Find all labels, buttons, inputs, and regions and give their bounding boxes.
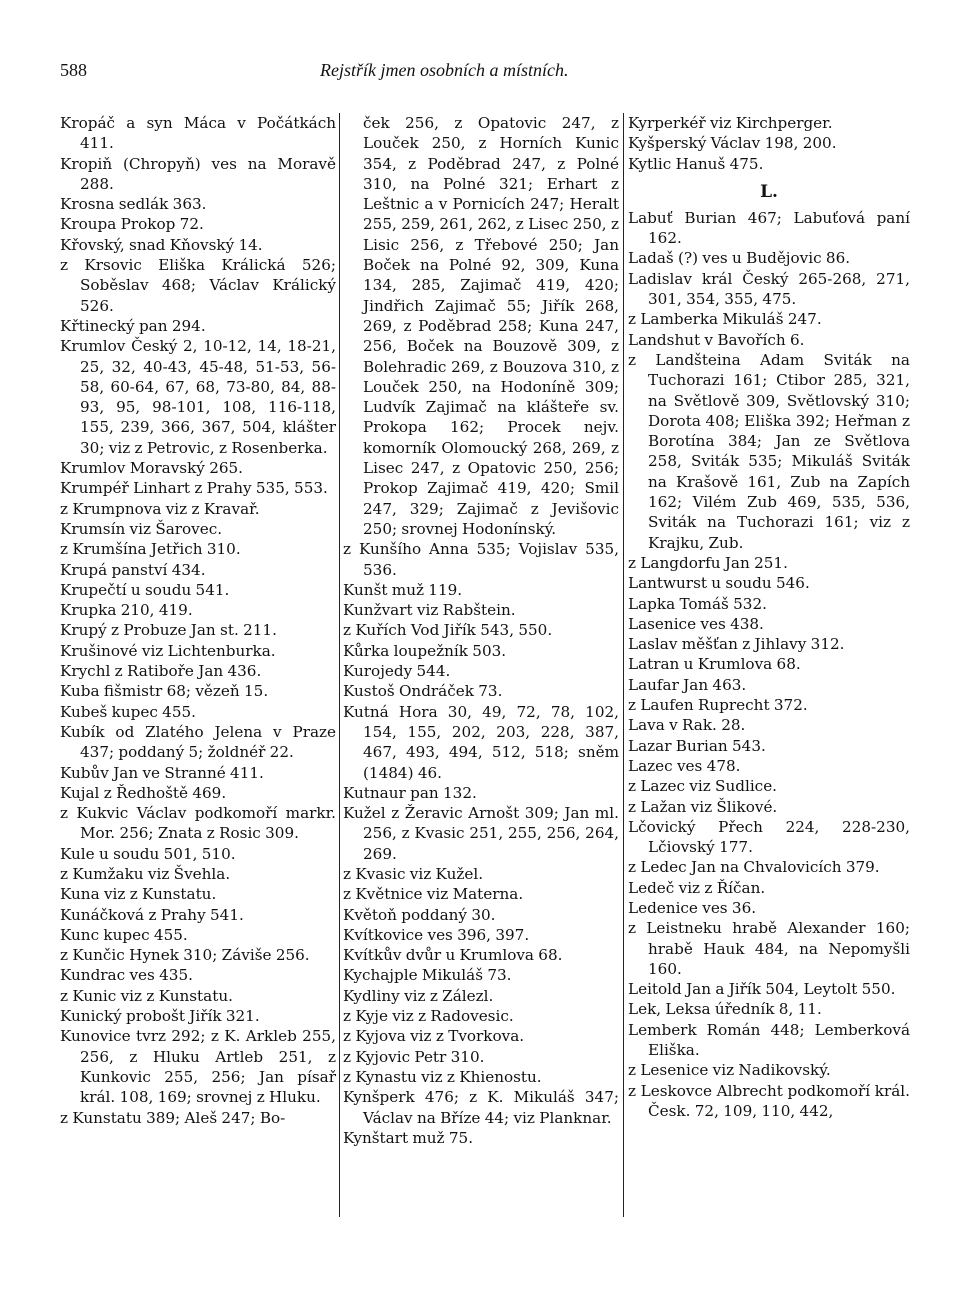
- index-entry: Krumsín viz Šarovec.: [60, 519, 223, 538]
- index-entry: Krychl z Ratiboře Jan 436.: [60, 662, 262, 681]
- index-entry: Kubův Jan ve Stranné 411.: [60, 763, 264, 782]
- index-entry: Krupka 210, 419.: [60, 601, 193, 620]
- index-entry: Kynšperk 476; z K. Mikuláš 347; Václav na Bříze 44; viz Planknar.: [343, 1088, 619, 1127]
- page-number: 588: [60, 60, 87, 80]
- index-entry: Lek, Leksa úředník 8, 11.: [628, 1000, 822, 1019]
- index-entry: Kropiň (Chropyň) ves na Moravě 288.: [60, 154, 336, 193]
- index-entry: z Krumšína Jetřich 310.: [60, 540, 241, 559]
- index-entry: Lazec ves 478.: [628, 756, 741, 775]
- index-entry: z Kumžaku viz Švehla.: [60, 864, 231, 883]
- column-rule: [623, 113, 624, 1217]
- index-entry: Kůrka loupežník 503.: [343, 641, 507, 660]
- index-entry: Lemberk Román 448; Lemberková Eliška.: [628, 1020, 910, 1060]
- index-entry: z Kunšího Anna 535; Vojislav 535, 536.: [343, 540, 619, 579]
- index-entry: z Lamberka Mikuláš 247.: [628, 310, 822, 329]
- index-entry: Kubeš kupec 455.: [60, 702, 196, 721]
- index-entry: Kroupa Prokop 72.: [60, 215, 204, 234]
- index-entry: z Květnice viz Materna.: [343, 885, 524, 904]
- index-entry: Krumpéř Linhart z Prahy 535, 553.: [60, 479, 328, 498]
- index-entry: z Kukvic Václav podkomoří markr. Mor. 256; Znata z Rosic 309.: [60, 804, 336, 843]
- index-entry: z Kunic viz z Kunstatu.: [60, 986, 233, 1005]
- index-entry: Krumlov Český 2, 10-12, 14, 18-21, 25, 32, 40-43, 45-48, 51-53, 56-58, 60-64, 67, 68, 73-80, 84, 88-93, 95, 98-101, 108, 116-118, 155, 239, 366, 367, 504, klášter 30; viz z Petrovic, z Rosenberka.: [60, 337, 336, 457]
- column-rule: [339, 113, 340, 1217]
- index-entry: Leitold Jan a Jiřík 504, Leytolt 550.: [628, 980, 896, 999]
- index-entry: Krupečtí u soudu 541.: [60, 580, 230, 599]
- index-entry: Laslav měšťan z Jihlavy 312.: [628, 635, 845, 654]
- index-entry: Labuť Burian 467; Labuťová paní 162.: [628, 208, 910, 248]
- index-entry: Kydliny viz z Zálezl.: [343, 986, 494, 1005]
- index-entry: Kustoš Ondráček 73.: [343, 682, 503, 701]
- index-entry: Krupá panství 434.: [60, 560, 206, 579]
- index-entry: Lasenice ves 438.: [628, 614, 764, 633]
- index-entry: z Lazec viz Sudlice.: [628, 777, 778, 796]
- index-entry: Latran u Krumlova 68.: [628, 655, 801, 674]
- index-entry: Kynštart muž 75.: [343, 1128, 474, 1147]
- index-entry: z Kyje viz z Radovesic.: [343, 1007, 514, 1026]
- index-entry: z Krsovic Eliška Králická 526; Soběslav 468; Václav Králický 526.: [60, 256, 336, 315]
- index-column-3: [628, 113, 910, 1121]
- index-entry: Ladislav král Český 265-268, 271, 301, 354, 355, 475.: [628, 269, 910, 309]
- index-entry: Křovský, snad Kňovský 14.: [60, 235, 263, 254]
- index-entry: Laufar Jan 463.: [628, 675, 747, 694]
- index-entry: Kychajple Mikuláš 73.: [343, 966, 512, 985]
- index-entry: Kužel z Žeravic Arnošt 309; Jan ml. 256, z Kvasic 251, 255, 256, 264, 269.: [343, 804, 619, 863]
- index-entry: Kunšt muž 119.: [343, 580, 463, 599]
- index-entry: z Lesenice viz Nadikovský.: [628, 1061, 831, 1080]
- index-entry: z Lažan viz Šlikové.: [628, 797, 778, 816]
- index-entry: z Langdorfu Jan 251.: [628, 553, 788, 572]
- index-entry: Kyšperský Václav 198, 200.: [628, 134, 837, 153]
- index-entry: Kyrperkéř viz Kirchperger.: [628, 114, 833, 132]
- index-entry: Kujal z Ředhoště 469.: [60, 783, 227, 802]
- page-header: [60, 60, 900, 90]
- index-entry: Kurojedy 544.: [343, 662, 451, 681]
- index-entry: z Kyjova viz z Tvorkova.: [343, 1027, 525, 1046]
- index-entry: Krupý z Probuze Jan st. 211.: [60, 621, 277, 640]
- index-entry: Květoň poddaný 30.: [343, 905, 496, 924]
- index-entry: z Kunstatu 389; Aleš 247; Bo-: [60, 1108, 286, 1127]
- index-column-2: [343, 113, 619, 1148]
- index-entry: Ladaš (?) ves u Budějovic 86.: [628, 249, 851, 268]
- running-title: Rejstřík jmen osobních a místních.: [320, 60, 569, 80]
- index-entry: z Kunčic Hynek 310; Záviše 256.: [60, 946, 310, 965]
- index-entry: Kunáčková z Prahy 541.: [60, 905, 244, 924]
- index-entry: Kropáč a syn Máca v Počátkách 411.: [60, 114, 336, 153]
- index-entry: Kunovice tvrz 292; z K. Arkleb 255, 256, z Hluku Artleb 251, z Kunkovic 255, 256; Jan písař král. 108, 169; srovnej z Hluku.: [60, 1027, 336, 1107]
- index-entry: Ledenice ves 36.: [628, 898, 757, 917]
- section-letter: L.: [760, 181, 778, 202]
- index-entry: z Laufen Ruprecht 372.: [628, 696, 808, 715]
- index-entry: Krosna sedlák 363.: [60, 195, 207, 214]
- index-entry: z Landšteina Adam Sviták na Tuchorazi 161; Ctibor 285, 321, na Světlově 309, Světlovský 310; Dorota 408; Eliška 392; Heřman z Borotína 384; Jan ze Světlova 258, Sviták 535; Mikuláš Sviták na Krašově 161, Zub na Zapích 162; Vilém Zub 469, 535, 536, Sviták na Tuchorazi 161; viz z Krajku, Zub.: [628, 350, 910, 552]
- index-entry: Kvítkův dvůr u Krumlova 68.: [343, 946, 563, 965]
- index-entry: Kuba fišmistr 68; vězeň 15.: [60, 682, 269, 701]
- index-entry: Kunc kupec 455.: [60, 925, 188, 944]
- index-entry: z Kuřích Vod Jiřík 543, 550.: [343, 621, 553, 640]
- index-entry: Kutnaur pan 132.: [343, 783, 477, 802]
- index-entry: z Kynastu viz z Khienostu.: [343, 1067, 542, 1086]
- index-entry: Ledeč viz z Říčan.: [628, 878, 766, 897]
- index-entry: Kule u soudu 501, 510.: [60, 844, 236, 863]
- index-entry: z Krumpnova viz z Kravař.: [60, 499, 260, 518]
- index-entry: Lava v Rak. 28.: [628, 716, 746, 735]
- index-entry: ček 256, z Opatovic 247, z Louček 250, z Horních Kunic 354, z Poděbrad 247, z Polné 310, na Polné 321; Erhart z Leštnic a v Pornicích 247; Heralt 255, 259, 261, 262, z Lisec 250, z Lisic 256, z Třebové 250; Jan Boček na Polné 92, 309, Kuna 134, 285, Zajimač 419, 420; Jindřich Zajimač 55; Jiřík 268, 269, z Poděbrad 258; Kuna 247, 256, Boček na Bouzově 309, z Bolehradic 269, z Bouzova 310, z Louček 250, na Hodoníně 309; Ludvík Zajimač na klášteře sv. Prokopa 162; Procek nejv. komorník Olomoucký 268, 269, z Lisec 247, z Opatovic 250, 256; Prokop Zajimač 419, 420; Smil 247, 329; Zajimač z Jevišovic 250; srovnej Hodonínský.: [363, 114, 619, 538]
- index-entry: Křtinecký pan 294.: [60, 316, 206, 335]
- index-entry: Kytlic Hanuš 475.: [628, 154, 764, 173]
- index-entry: Kubík od Zlatého Jelena v Praze 437; poddaný 5; žoldnéř 22.: [60, 722, 336, 762]
- index-entry: Lantwurst u soudu 546.: [628, 574, 810, 593]
- index-entry: Lapka Tomáš 532.: [628, 594, 767, 613]
- index-entry: Kuna viz z Kunstatu.: [60, 885, 217, 904]
- index-entry: Krumlov Moravský 265.: [60, 459, 244, 478]
- index-entry: Lazar Burian 543.: [628, 736, 766, 755]
- index-entry: Kunžvart viz Rabštein.: [343, 601, 516, 620]
- index-entry: Landshut v Bavořích 6.: [628, 330, 805, 349]
- index-entry: z Leskovce Albrecht podkomoří král. Česk. 72, 109, 110, 442,: [628, 1081, 910, 1120]
- index-entry: Kundrac ves 435.: [60, 966, 193, 985]
- index-entry: z Kyjovic Petr 310.: [343, 1047, 485, 1066]
- index-entry: Kutná Hora 30, 49, 72, 78, 102, 154, 155, 202, 203, 228, 387, 467, 493, 494, 512, 518; sněm (1484) 46.: [343, 702, 619, 782]
- index-entry: z Ledec Jan na Chvalovicích 379.: [628, 858, 880, 877]
- index-entry: Kunický probošt Jiřík 321.: [60, 1007, 260, 1026]
- index-entry: Kvítkovice ves 396, 397.: [343, 925, 530, 944]
- index-column-1: [60, 113, 336, 1128]
- index-entry: z Kvasic viz Kužel.: [343, 864, 484, 883]
- index-entry: Krušinové viz Lichtenburka.: [60, 641, 276, 660]
- index-entry: z Leistneku hrabě Alexander 160; hrabě Hauk 484, na Nepomyšli 160.: [628, 919, 910, 978]
- index-entry: Lčovický Přech 224, 228-230, Lčiovský 177.: [628, 817, 910, 857]
